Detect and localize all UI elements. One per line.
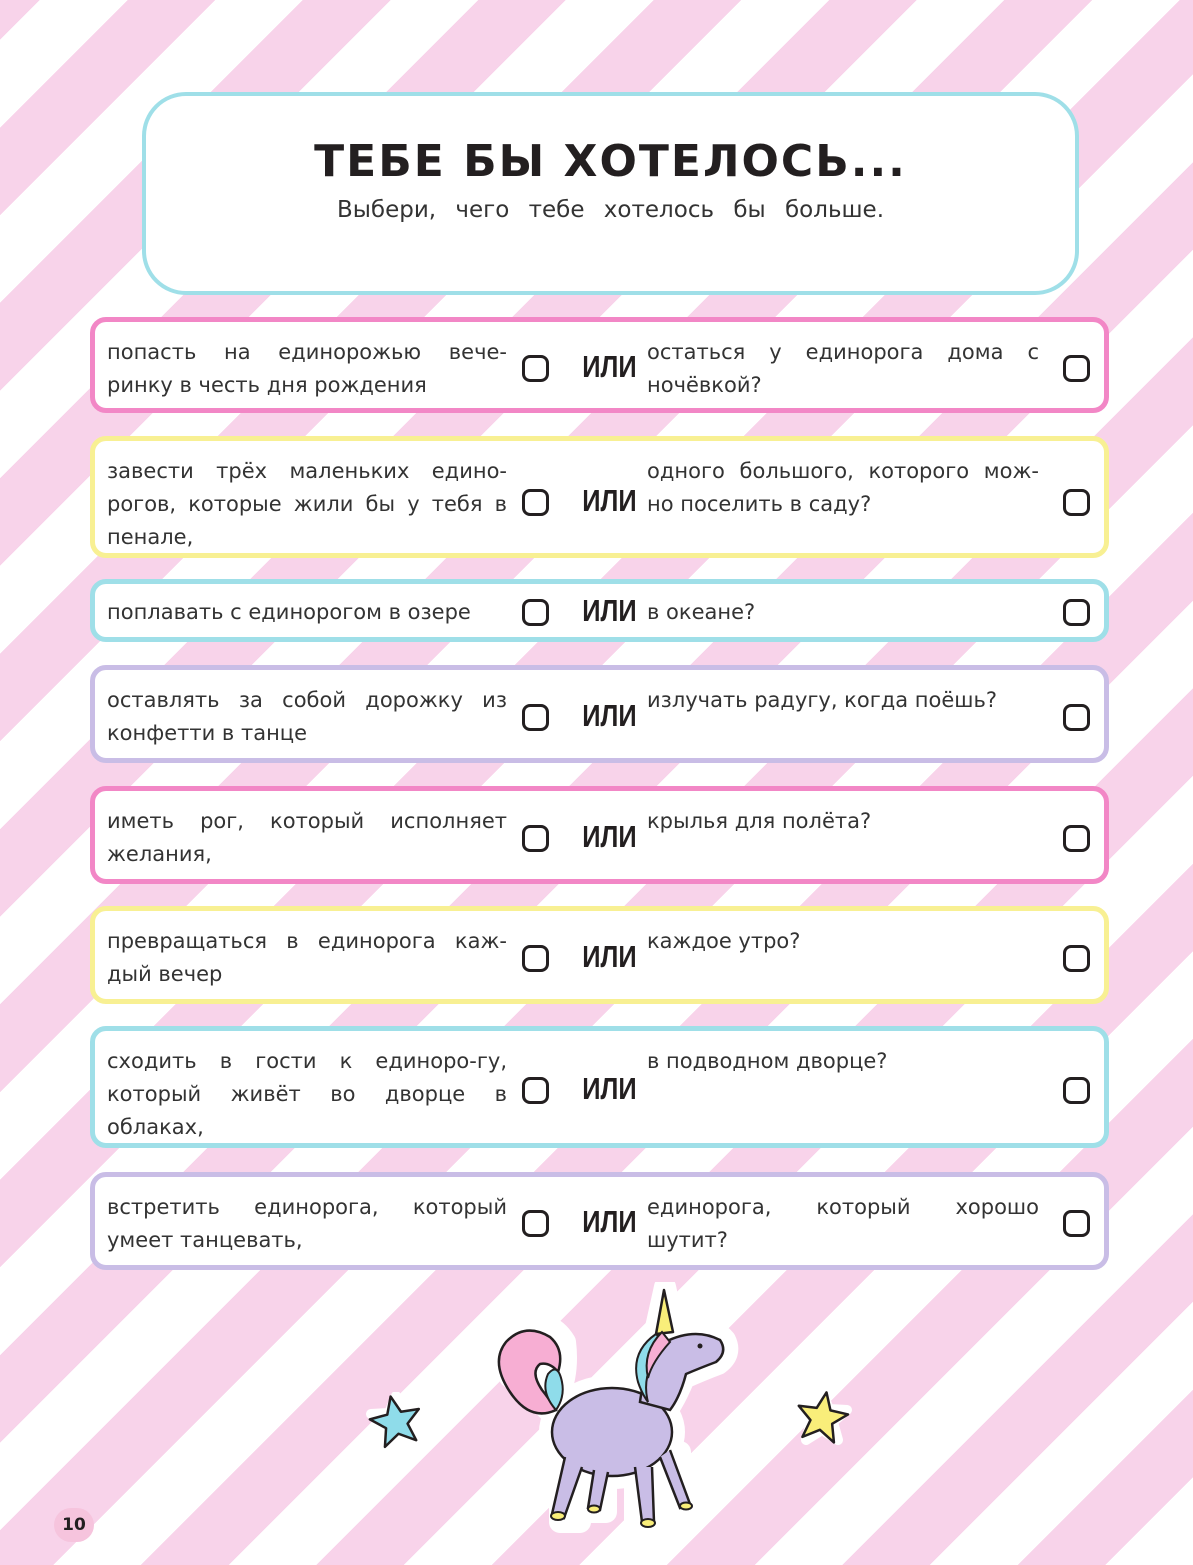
option-a-text: сходить в гости к единоро-гу, который живёт во дворце в облаках, [107, 1049, 507, 1139]
page-number: 10 [54, 1508, 94, 1542]
option-a-text: оставлять за собой дорожку из конфетти в танце [107, 688, 507, 745]
option-a-checkbox[interactable] [522, 599, 549, 626]
option-b-checkbox[interactable] [1063, 355, 1090, 382]
question-row [90, 665, 1109, 763]
question-row [90, 786, 1109, 884]
option-b-text: каждое утро? [647, 929, 801, 953]
option-b-text: остаться у единорога дома с ночёвкой? [647, 340, 1039, 397]
question-row [90, 906, 1109, 1004]
option-b-text: крылья для полёта? [647, 809, 872, 833]
option-b-checkbox[interactable] [1063, 704, 1090, 731]
or-label: ИЛИ [582, 1071, 637, 1106]
option-a-text: поплавать с единорогом в озере [107, 600, 471, 624]
option-b-checkbox[interactable] [1063, 489, 1090, 516]
or-label: ИЛИ [582, 593, 637, 628]
option-b-text: одного большого, которого мож-но поселить в саду? [647, 459, 1039, 516]
or-label: ИЛИ [582, 1204, 637, 1239]
option-b-text: в океане? [647, 600, 756, 624]
option-b-text: в подводном дворце? [647, 1049, 888, 1073]
question-row [90, 317, 1109, 413]
option-a-text: попасть на единорожью вече-ринку в честь дня рождения [107, 340, 507, 397]
option-a-checkbox[interactable] [522, 489, 549, 516]
unicorn-illustration [470, 1282, 750, 1544]
yellow-star-icon [792, 1388, 852, 1448]
or-label: ИЛИ [582, 939, 637, 974]
option-a-checkbox[interactable] [522, 1210, 549, 1237]
or-label: ИЛИ [582, 349, 637, 384]
question-row [90, 1172, 1109, 1270]
page-subtitle: Выбери, чего тебе хотелось бы больше. [336, 197, 885, 223]
question-row [90, 436, 1109, 558]
option-b-checkbox[interactable] [1063, 1077, 1090, 1104]
or-label: ИЛИ [582, 483, 637, 518]
option-a-text: встретить единорога, который умеет танцевать, [107, 1195, 507, 1252]
option-a-checkbox[interactable] [522, 1077, 549, 1104]
question-row [90, 579, 1109, 642]
option-a-text: превращаться в единорога каж-дый вечер [107, 929, 507, 986]
option-a-checkbox[interactable] [522, 945, 549, 972]
blue-star-icon [366, 1392, 426, 1452]
option-a-checkbox[interactable] [522, 825, 549, 852]
page-title: ТЕБЕ БЫ ХОТЕЛОСЬ... [314, 136, 907, 187]
option-a-checkbox[interactable] [522, 704, 549, 731]
option-a-checkbox[interactable] [522, 355, 549, 382]
option-b-checkbox[interactable] [1063, 825, 1090, 852]
or-label: ИЛИ [582, 819, 637, 854]
option-b-checkbox[interactable] [1063, 599, 1090, 626]
option-b-checkbox[interactable] [1063, 945, 1090, 972]
option-a-text: завести трёх маленьких едино-рогов, которые жили бы у тебя в пенале, [107, 459, 507, 549]
option-b-text: излучать радугу, когда поёшь? [647, 688, 998, 712]
option-b-checkbox[interactable] [1063, 1210, 1090, 1237]
header-box [142, 92, 1079, 295]
option-b-text: единорога, который хорошо шутит? [647, 1195, 1039, 1252]
or-label: ИЛИ [582, 698, 637, 733]
option-a-text: иметь рог, который исполняет желания, [107, 809, 507, 866]
question-row [90, 1026, 1109, 1148]
